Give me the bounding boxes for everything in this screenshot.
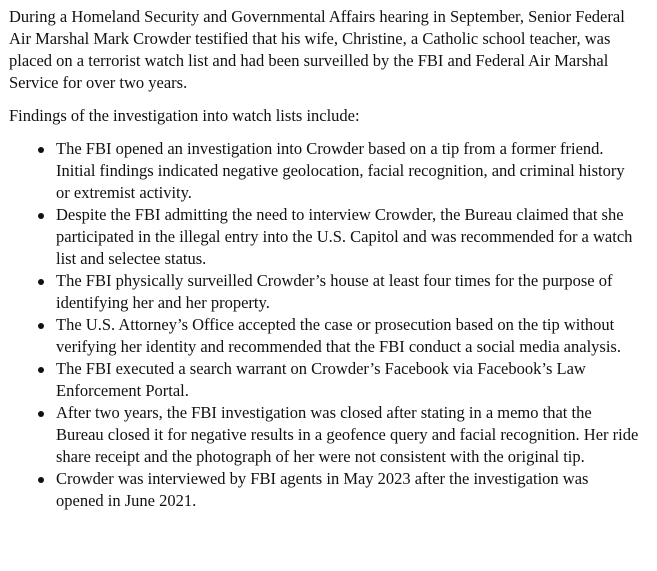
finding-item: The FBI opened an investigation into Crowder based on a tip from a former friend. Initial findings indicated negative geolocation, facial recognition, and criminal history or extremist activity. <box>56 138 640 204</box>
finding-item: Despite the FBI admitting the need to interview Crowder, the Bureau claimed that she participated in the illegal entry into the U.S. Capitol and was recommended for a watch list and selectee status. <box>56 204 640 270</box>
finding-item: After two years, the FBI investigation was closed after stating in a memo that the Bureau closed it for negative results in a geofence query and facial recognition. Her ride share receipt and the photograph of her were not consistent with the original tip. <box>56 403 639 466</box>
finding-item: The FBI physically surveilled Crowder’s house at least four times for the purpose of identifying her and her property. <box>56 270 640 314</box>
finding-item: The FBI executed a search warrant on Crowder’s Facebook via Facebook’s Law Enforcement Portal. <box>56 358 640 402</box>
findings-heading: Findings of the investigation into watch lists include: <box>9 106 360 125</box>
findings-list <box>9 138 640 512</box>
intro-paragraph: During a Homeland Security and Governmental Affairs hearing in September, Senior Federal Air Marshal Mark Crowder testified that his wife, Christine, a Catholic school teacher, was placed on a terrorist watch list and had been surveilled by the FBI and Federal Air Marshal Service for over two years. <box>9 7 625 92</box>
finding-item: Crowder was interviewed by FBI agents in May 2023 after the investigation was opened in June 2021. <box>56 468 640 512</box>
finding-item: The U.S. Attorney’s Office accepted the case or prosecution based on the tip without verifying her identity and recommended that the FBI conduct a social media analysis. <box>56 314 640 358</box>
